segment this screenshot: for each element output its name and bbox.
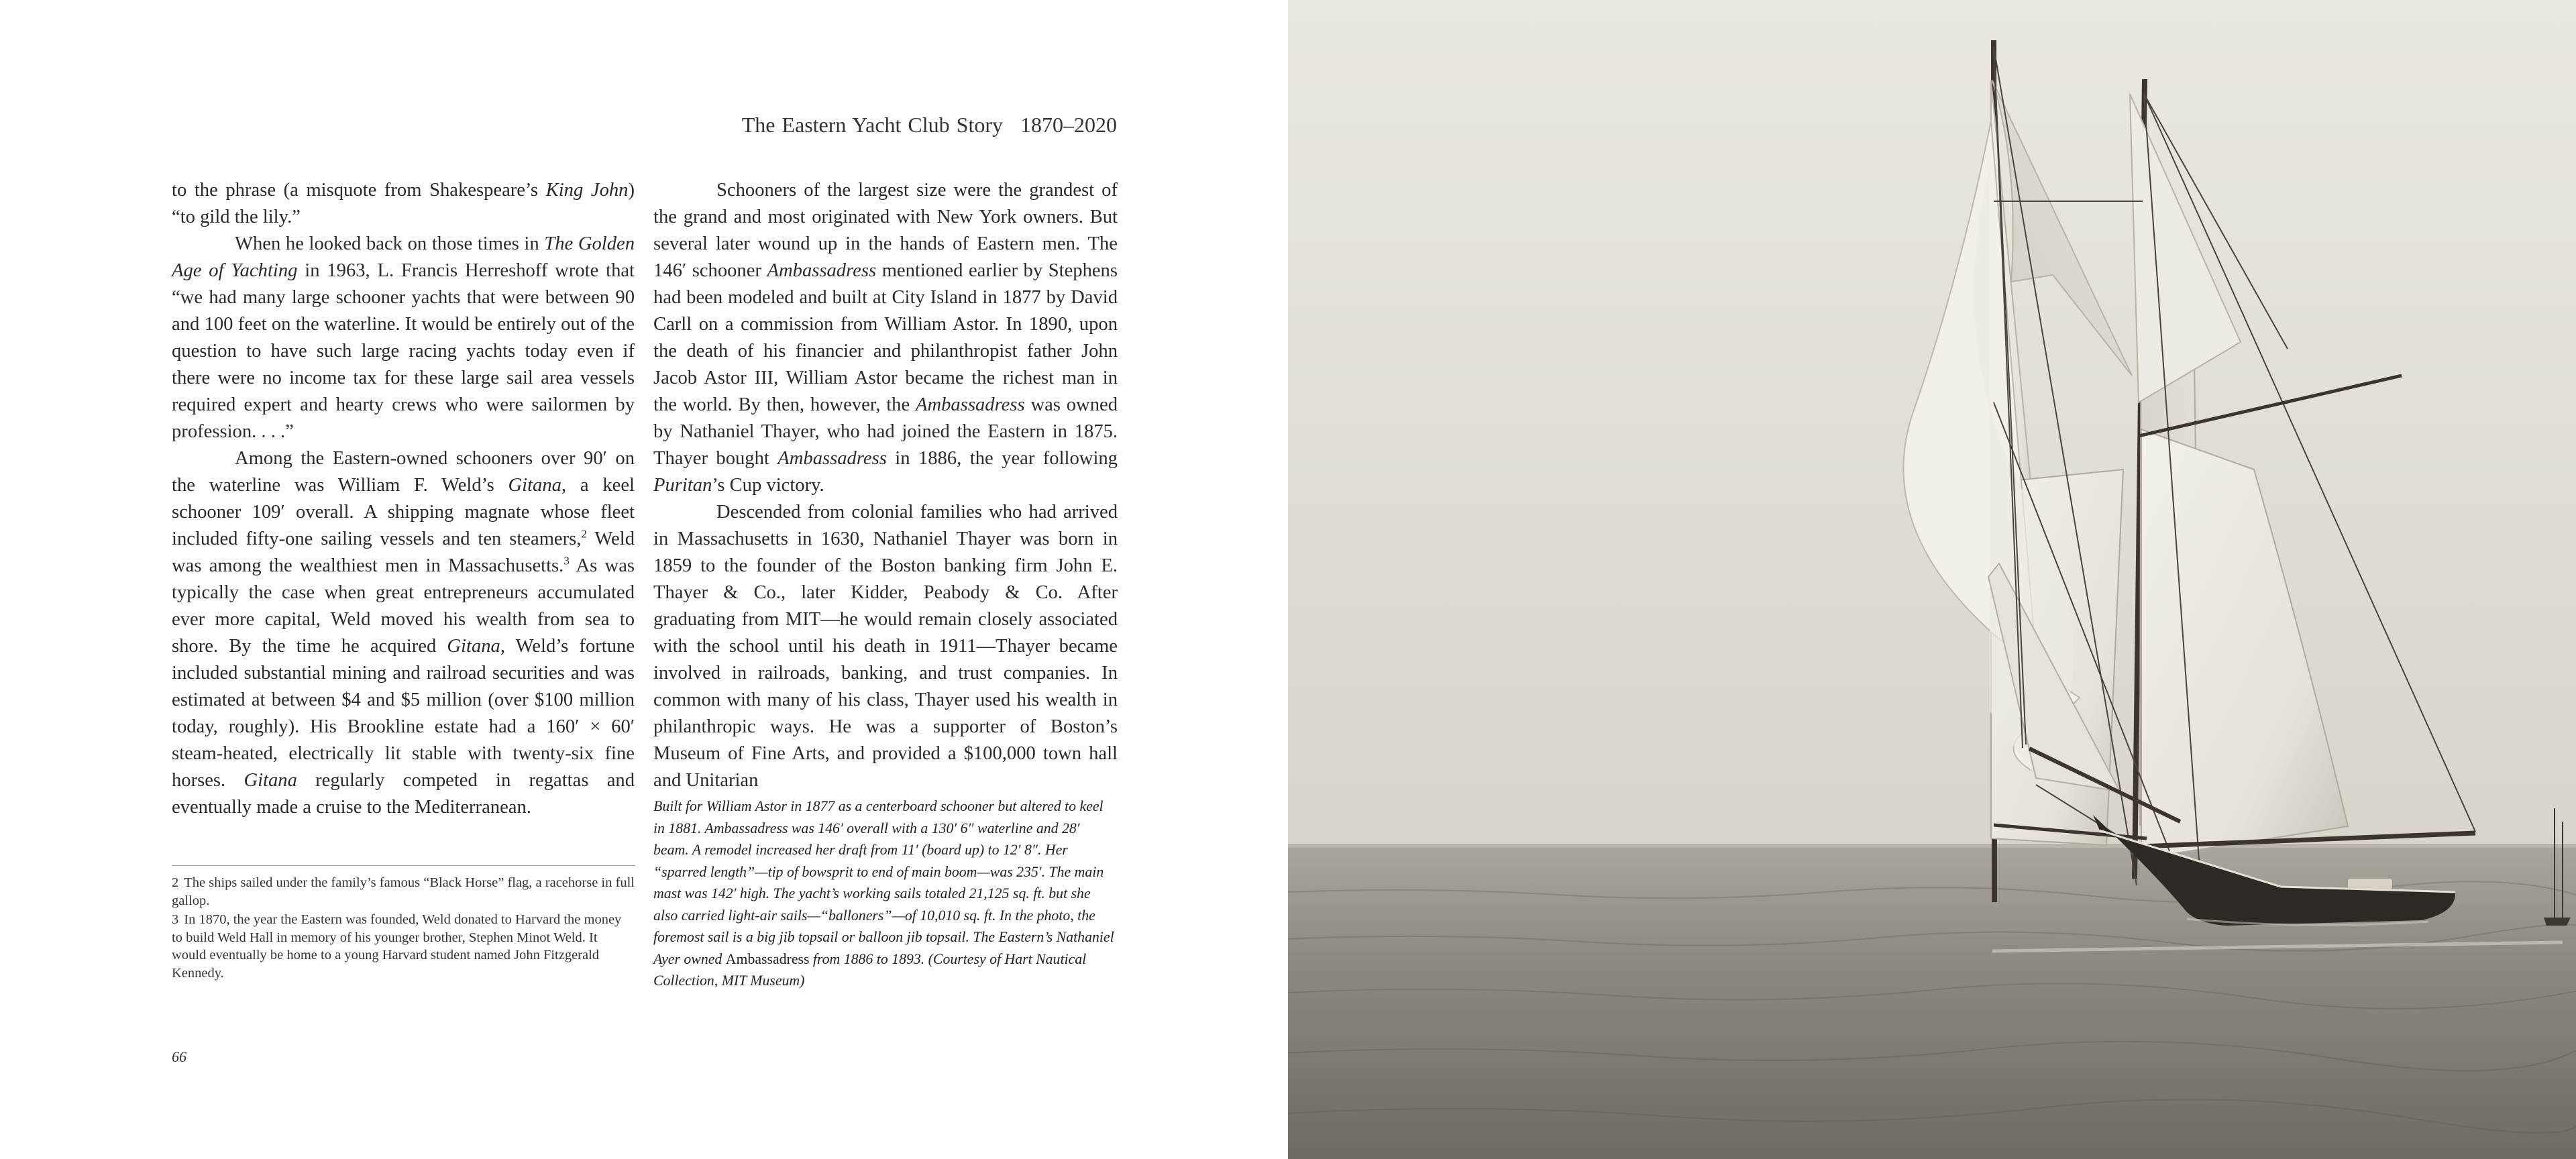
paragraph [653,177,1118,499]
paragraph [172,177,635,231]
text-run: , Weld’s fortune included substantial mining and railroad securities and was estimated at between $4 and $5 million (over $100 million today, roughly). His Brookline estate had a 160′ × 60′ steam-heated, electrically lit stable with twenty-six fine horses. [172,636,635,791]
text-run: in 1886, the year following [886,448,1118,469]
caption-vessel-name: Ambassadress [725,950,810,967]
text-run: As was typically the case when great entrepreneurs accumulated ever more capital, Weld moved his wealth from sea to shore. By the time he acquired [172,555,635,657]
horizon-line [1288,844,2576,848]
paragraph [172,445,635,821]
footnote-number: 2 [172,875,179,890]
text-run: ’s Cup victory. [712,475,824,496]
footnotes [172,865,635,983]
text-run: in 1963, L. Francis Herreshoff wrote that “we had many large schooner yachts that were between 90 and 100 feet on the waterline. It would be entirely out of the question to have such large racing yachts today even if there were no income tax for these large sail area vessels required expert and hearty crews who were sailormen by profession. . . .” [172,260,635,442]
text-run: When he looked back on those times in [235,233,545,254]
text-run: regularly competed in regattas and eventually made a cruise to the Mediterranean. [172,770,635,818]
italic-vessel-name: Gitana [244,770,297,791]
caption-text: from 1886 to 1893. (Courtesy of Hart Nautical Collection, MIT Museum) [653,950,1087,989]
photo-caption [653,795,1116,992]
text-run: to the phrase (a misquote from Shakespeare’s [172,180,546,201]
footnote-text: The ships sailed under the family’s famous “Black Horse” flag, a racehorse in full gallop. [172,875,635,908]
italic-vessel-name: Ambassadress [767,260,877,281]
italic-title: The Golden Age of Yachting [172,233,635,281]
footnote-number: 3 [172,912,179,927]
footnote [172,911,635,982]
text-run: was owned by Nathaniel Thayer, who had joined the Eastern in 1875. Thayer bought [653,394,1118,469]
page-number: 66 [172,1048,186,1065]
paragraph: Descended from colonial families who had arrived in Massachusetts in 1630, Nathaniel Thayer was born in 1859 to the founder of the Boston banking firm John E. Thayer & Co., later Kidder, Peabody & Co. After graduating from MIT—he would remain closely associated with the school until his death in 1911—Thayer became involved in railroads, banking, and trust companies. In common with many of his class, Thayer used his wealth in philanthropic ways. He was a supporter of Boston’s Museum of Fine Arts, and provided a $100,000 town hall and Unitarian [653,502,1118,791]
schooner-photo [1288,0,2576,1159]
footnote [172,874,635,909]
footnote-ref[interactable]: 3 [564,554,570,567]
italic-vessel-name: Ambassadress [916,394,1025,415]
footnote-rule [172,865,635,866]
text-column-right [653,177,1118,794]
footnote-ref[interactable]: 2 [581,527,587,541]
text-run: Weld was among the wealthiest men in Massachusetts. [172,529,635,576]
italic-vessel-name: Puritan [653,475,712,496]
deck-boat [2348,879,2392,889]
paragraph [172,231,635,445]
text-run: ) “to gild the lily.” [172,180,635,227]
text-run: , a keel schooner 109′ overall. A shipping magnate whose fleet included fifty-one sailing vessels and ten steamers, [172,475,635,549]
italic-vessel-name: Ambassadress [777,448,887,469]
text-run: Schooners of the largest size were the grandest of the grand and most originated with New York owners. But several later wound up in the hands of Eastern men. The 146′ schooner [653,180,1118,281]
right-page-photo [1288,0,2576,1159]
text-run: mentioned earlier by Stephens had been modeled and built at City Island in 1877 by David Carll on a commission from William Astor. In 1890, upon the death of his financier and philanthropist father John Jacob Astor III, William Astor became the richest man in the world. By then, however, the [653,260,1118,415]
footnote-text: In 1870, the year the Eastern was founded, Weld donated to Harvard the money to build Weld Hall in memory of his younger brother, Stephen Minot Weld. It would eventually be home to a young Harvard student named John Fitzgerald Kennedy. [172,912,622,981]
text-run: Among the Eastern-owned schooners over 90′ on the waterline was William F. Weld’s [172,448,635,496]
running-head-years: 1870–2020 [1020,113,1117,137]
caption-text: Built for William Astor in 1877 as a centerboard schooner but altered to keel in 1881. Ambassadress was 146′ overall with a 130′ 6″ waterline and 28′ beam. A remodel increased her draft from 11′ (board up) to 12′ 8″. Her “sparred length”—tip of bowsprit to end of main boom—was 235′. The main mast was 142′ high. The yacht’s working sails totaled 21,125 sq. ft. but she also carried light-air sails—“balloners”—of 10,010 sq. ft. In the photo, the foremost sail is a big jib topsail or balloon jib topsail. The Eastern’s Nathaniel Ayer owned [653,798,1114,967]
italic-title: King John [545,180,629,201]
italic-vessel-name: Gitana [447,636,500,657]
running-head-title: The Eastern Yacht Club Story [741,113,1003,137]
running-head [742,113,1117,137]
italic-vessel-name: Gitana [508,475,561,496]
text-column-left [172,177,635,821]
